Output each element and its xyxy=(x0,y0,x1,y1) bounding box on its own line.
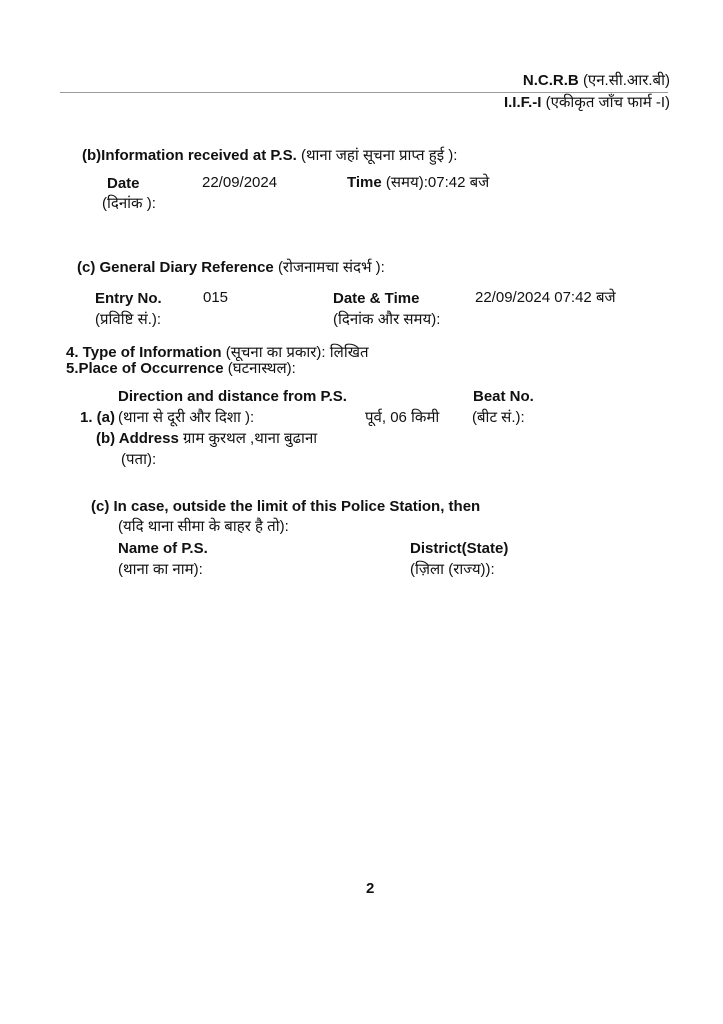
general-diary-heading-label: (c) General Diary Reference xyxy=(77,259,274,276)
info-received-heading-label: (b)Information received at P.S. xyxy=(82,147,297,164)
general-diary-heading xyxy=(77,259,385,277)
entry-no-label-hindi: (प्रविष्टि सं.): xyxy=(95,311,162,328)
address-label: (b) Address xyxy=(96,430,179,447)
ps-name-label-hindi: (थाना का नाम): xyxy=(118,561,203,578)
address-value: ग्राम कुरथल ,थाना बुढाना xyxy=(182,430,318,447)
general-diary-heading-hindi: (रोजनामचा संदर्भ ): xyxy=(277,259,385,276)
direction-value: पूर्व, 06 किमी xyxy=(365,409,440,426)
header-divider xyxy=(60,92,668,93)
address-field xyxy=(96,430,317,448)
header-iif-label: I.I.F.-I xyxy=(503,94,542,111)
outside-limit-heading-hindi: (यदि थाना सीमा के बाहर है तो): xyxy=(118,518,289,535)
district-state-label: District(State) xyxy=(410,540,509,557)
date-label-hindi: (दिनांक ): xyxy=(102,195,156,212)
datetime-value: 22/09/2024 07:42 बजे xyxy=(475,289,616,306)
header-ncrb-label: N.C.R.B xyxy=(522,72,579,89)
time-label-hindi: (समय): xyxy=(385,174,428,191)
header-ncrb-hindi: (एन.सी.आर.बी) xyxy=(582,72,670,89)
time-label: Time xyxy=(347,174,382,191)
beat-no-heading: Beat No. xyxy=(473,388,534,405)
place-of-occurrence-label-hindi: (घटनास्थल): xyxy=(227,360,296,377)
info-received-heading xyxy=(82,147,457,165)
datetime-label-hindi: (दिनांक और समय): xyxy=(333,311,441,328)
item-1a-number: 1. (a) xyxy=(80,409,116,426)
datetime-label: Date & Time xyxy=(333,290,420,307)
time-field xyxy=(347,174,489,192)
header-ncrb xyxy=(523,72,670,90)
place-of-occurrence-label: 5.Place of Occurrence xyxy=(66,360,224,377)
district-state-label-hindi: (ज़िला (राज्य)): xyxy=(410,561,495,578)
info-received-heading-hindi: (थाना जहां सूचना प्राप्त हुई ): xyxy=(300,147,458,164)
type-of-information-label: 4. Type of Information xyxy=(66,344,222,361)
direction-label-hindi: (थाना से दूरी और दिशा ): xyxy=(118,409,255,426)
outside-limit-heading: (c) In case, outside the limit of this Police Station, then xyxy=(91,498,481,515)
ps-name-label: Name of P.S. xyxy=(118,540,208,557)
type-of-information-value: लिखित xyxy=(329,344,369,361)
entry-no-value: 015 xyxy=(203,289,229,306)
entry-no-label: Entry No. xyxy=(95,290,162,307)
header-iif xyxy=(504,94,670,112)
address-label-hindi: (पता): xyxy=(121,451,157,468)
beat-no-label-hindi: (बीट सं.): xyxy=(472,409,525,426)
place-of-occurrence xyxy=(66,360,296,378)
header-iif-hindi: (एकीकृत जाँच फार्म -I) xyxy=(545,94,670,111)
type-of-information-label-hindi: (सूचना का प्रकार): xyxy=(225,344,326,361)
page-number: 2 xyxy=(366,880,375,897)
date-value: 22/09/2024 xyxy=(202,174,278,191)
direction-distance-heading: Direction and distance from P.S. xyxy=(118,388,347,405)
date-label: Date xyxy=(107,175,140,192)
time-value: 07:42 बजे xyxy=(427,174,490,191)
